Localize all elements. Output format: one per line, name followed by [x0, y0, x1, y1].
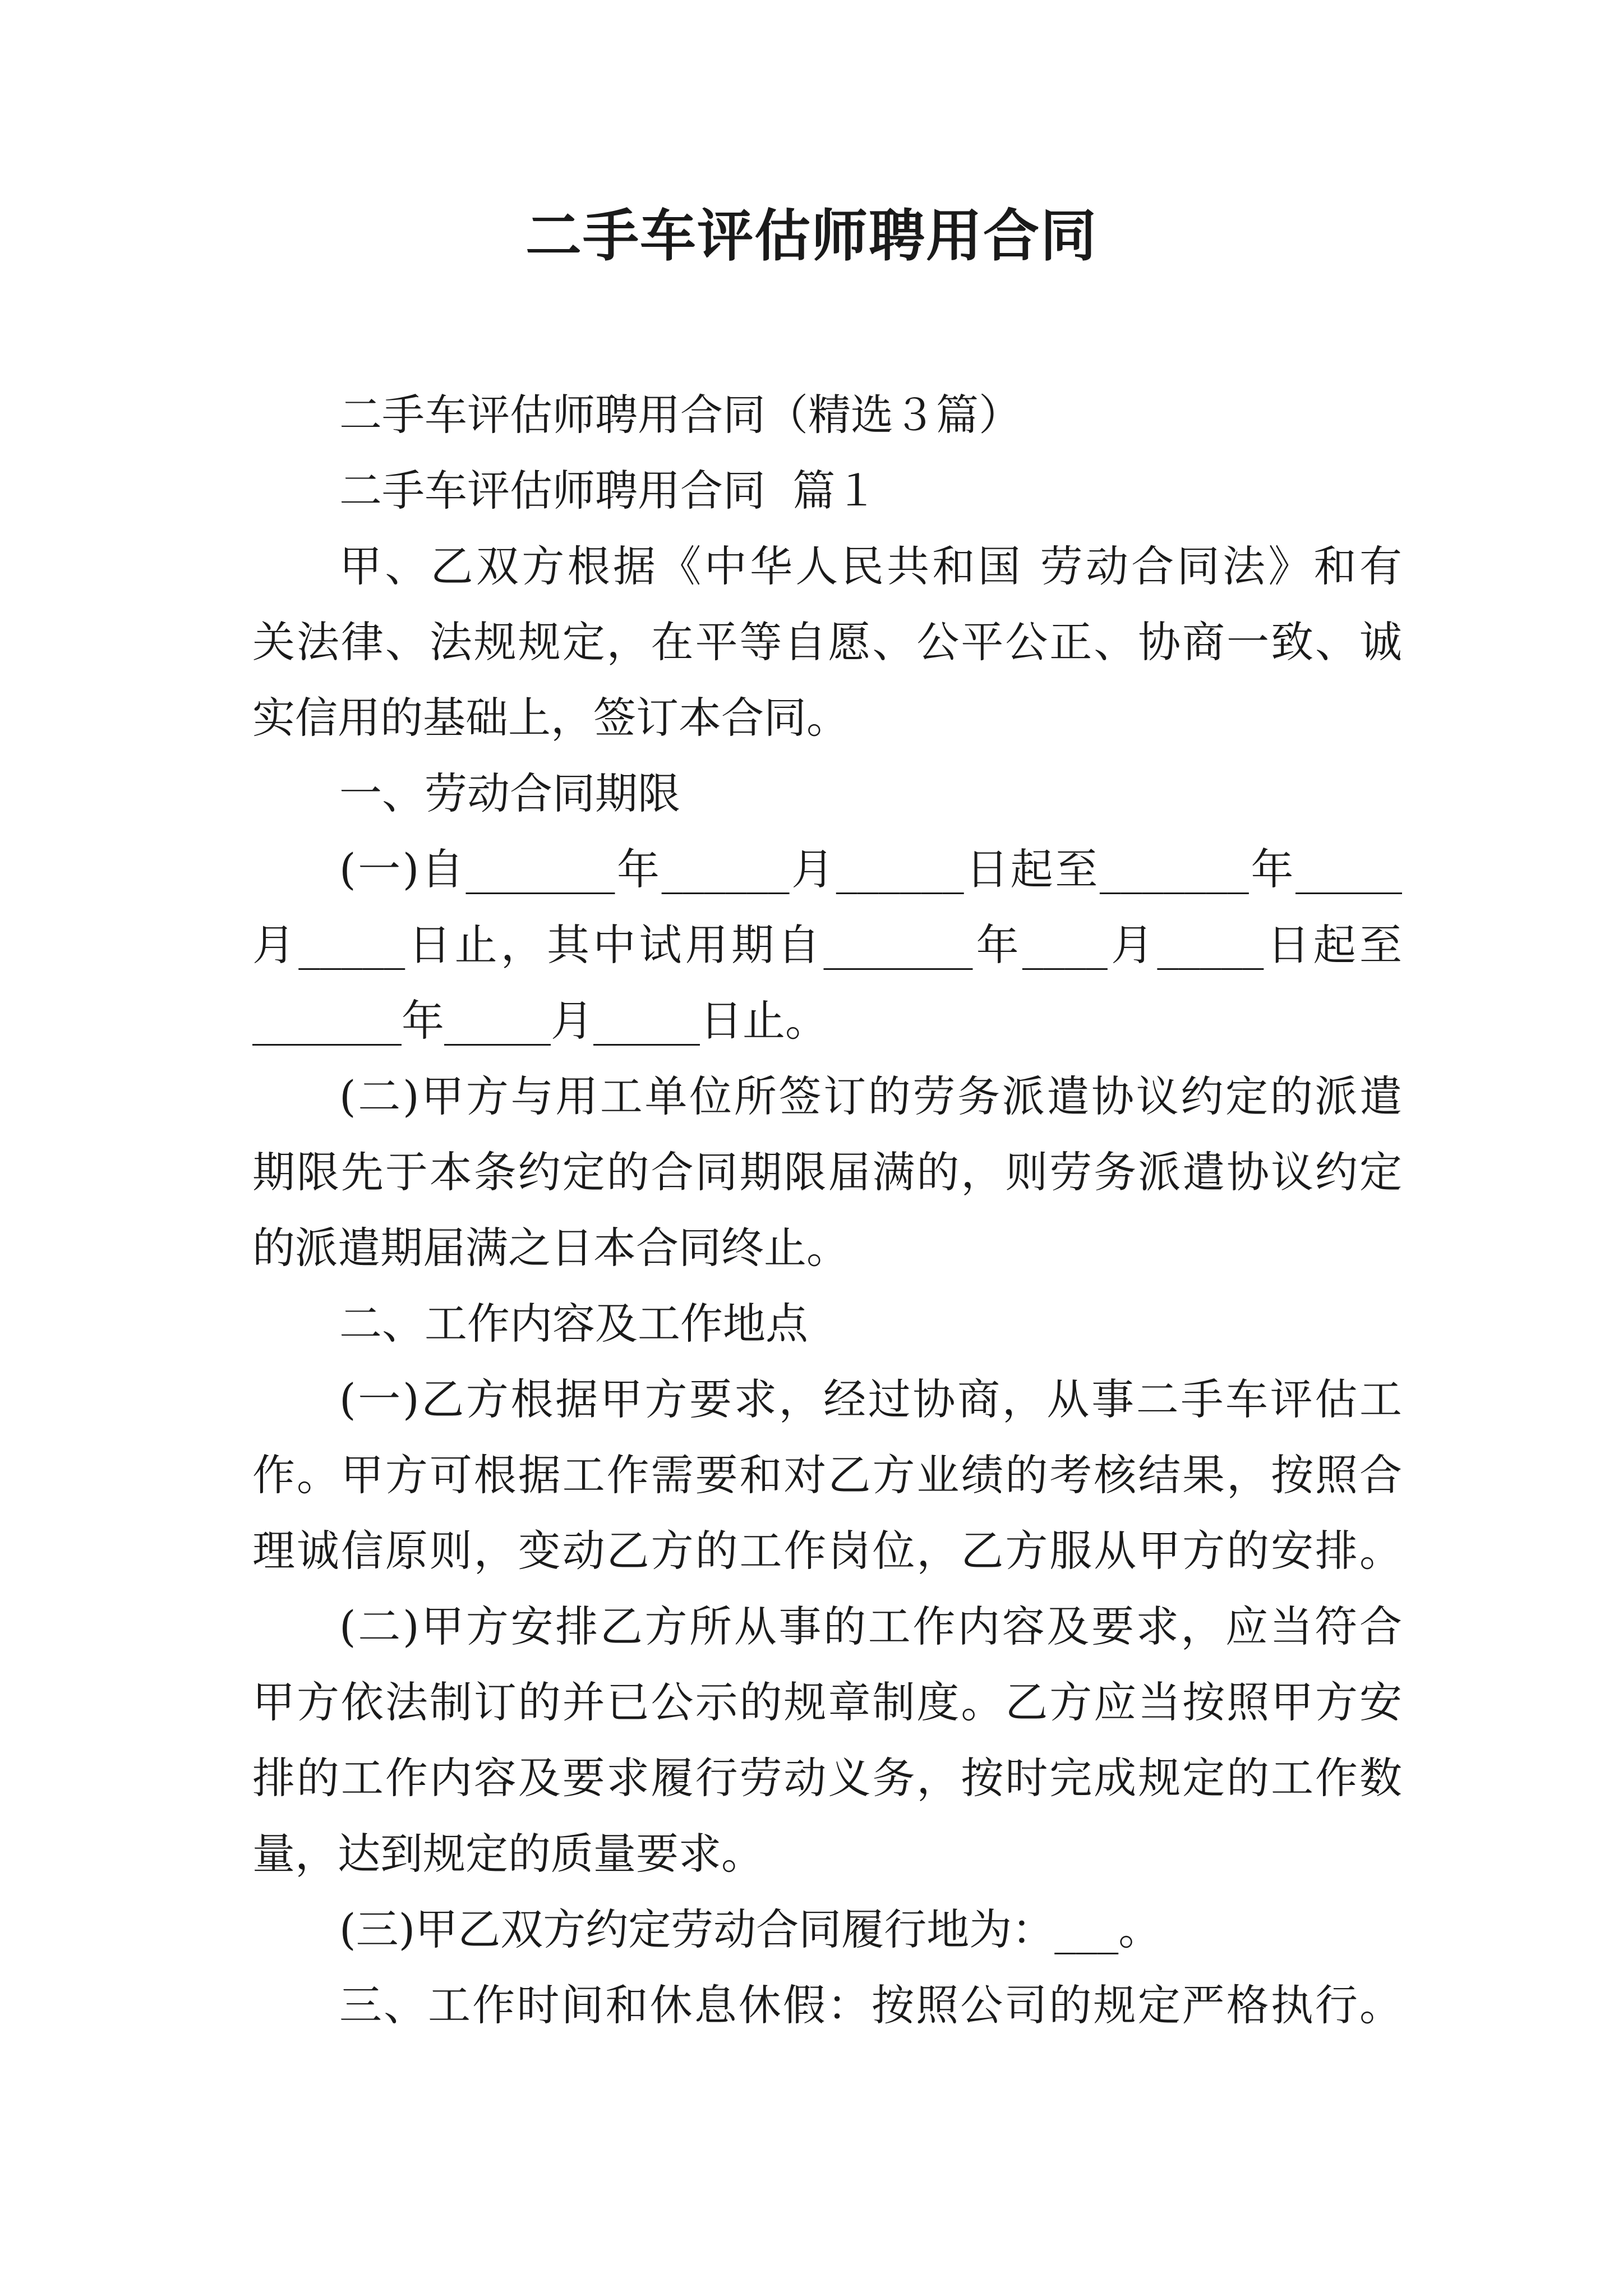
clause-heading: 一、劳动合同期限	[339, 769, 680, 818]
paragraph-line: 排的工作内容及要求履行劳动义务，按时完成规定的工作数	[252, 1753, 1402, 1803]
paragraph-line: 期限先于本条约定的合同期限届满的，则劳务派遣协议约定	[252, 1147, 1402, 1197]
paragraph-line: (一)乙方根据甲方要求，经过协商，从事二手车评估工	[339, 1374, 1402, 1424]
document-subtitle: 二手车评估师聘用合同（精选３篇）	[339, 390, 1021, 440]
paragraph-line: _______年_____月_____日止。	[252, 996, 828, 1046]
paragraph-line: 月_____日止，其中试用期自_______年____月_____日起至	[252, 920, 1402, 970]
paragraph-line: 实信用的基础上，签订本合同。	[252, 693, 849, 743]
paragraph-line: 关法律、法规规定，在平等自愿、公平公正、协商一致、诚	[252, 617, 1402, 667]
clause-heading: 三、工作时间和休息休假：按照公司的规定严格执行。	[339, 1980, 1402, 2030]
section-heading: 二手车评估师聘用合同 篇１	[339, 466, 878, 516]
paragraph-line: 理诚信原则，变动乙方的工作岗位，乙方服从甲方的安排。	[252, 1526, 1402, 1576]
paragraph-line: (二)甲方安排乙方所从事的工作内容及要求，应当符合	[339, 1602, 1402, 1651]
paragraph-line: (二)甲方与用工单位所签订的劳务派遣协议约定的派遣	[339, 1071, 1402, 1121]
paragraph-line: 作。甲方可根据工作需要和对乙方业绩的考核结果，按照合	[252, 1450, 1402, 1500]
paragraph-line: 甲、乙双方根据《中华人民共和国 劳动合同法》和有	[339, 541, 1402, 591]
paragraph-line: (三)甲乙双方约定劳动合同履行地为：___。	[339, 1904, 1161, 1954]
paragraph-line: 量，达到规定的质量要求。	[252, 1829, 764, 1879]
paragraph-line: 的派遣期届满之日本合同终止。	[252, 1223, 849, 1273]
clause-heading: 二、工作内容及工作地点	[339, 1299, 808, 1349]
paragraph-line: (一)自_______年______月______日起至_______年_____	[339, 844, 1402, 894]
document-title: 二手车评估师聘用合同	[525, 203, 1098, 269]
paragraph-line: 甲方依法制订的并已公示的规章制度。乙方应当按照甲方安	[252, 1677, 1402, 1727]
